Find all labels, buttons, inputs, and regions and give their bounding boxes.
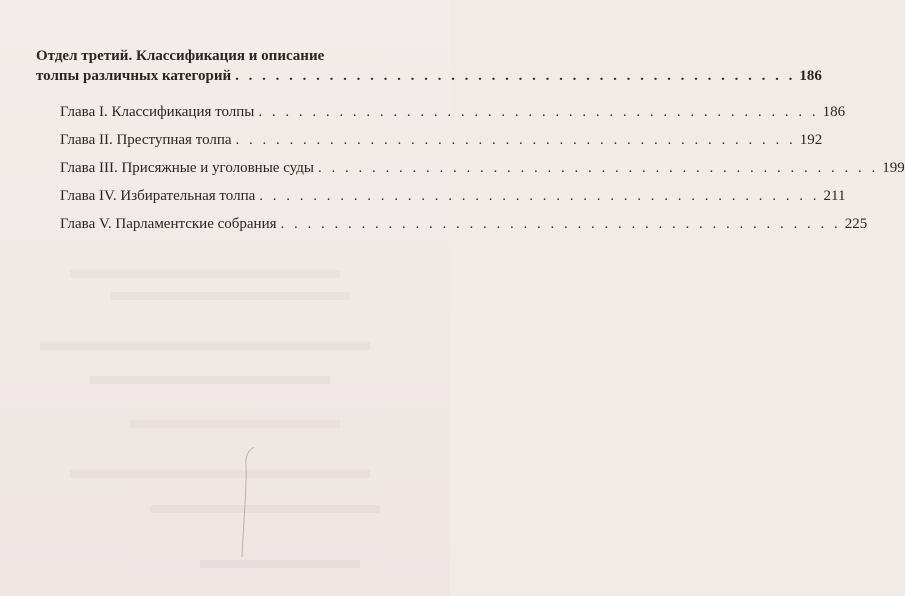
- chapter-title: Глава II. Преступная толпа: [60, 132, 232, 148]
- dot-leader: . . . . . . . . . . . . . . . . . . . . . . . . . . . . . . . . . . . . . . . . . .: [259, 188, 820, 204]
- show-through-mark: [150, 505, 380, 513]
- show-through-mark: [90, 376, 330, 384]
- toc-chapter-entry[interactable]: [60, 210, 868, 238]
- dot-leader: . . . . . . . . . . . . . . . . . . . . . . . . . . . . . . . . . . . . . . . . . .: [235, 132, 796, 148]
- part-title-line1: Отдел третий. Классификация и описание: [36, 48, 325, 64]
- toc-chapter-entry[interactable]: [60, 154, 905, 182]
- dot-leader: . . . . . . . . . . . . . . . . . . . . . . . . . . . . . . . . . . . . . . . . . .: [280, 216, 841, 232]
- chapter-page-number: 199: [882, 160, 905, 176]
- pencil-scribble: [236, 445, 260, 560]
- chapter-title: Глава IV. Избирательная толпа: [60, 188, 256, 204]
- part-page-number: 186: [799, 68, 822, 84]
- show-through-mark: [40, 342, 370, 350]
- dot-leader: . . . . . . . . . . . . . . . . . . . . . . . . . . . . . . . . . . . . . . . . . .: [317, 160, 879, 176]
- chapter-title: Глава III. Присяжные и уголовные суды: [60, 160, 314, 176]
- chapter-page-number: 225: [844, 216, 868, 232]
- show-through-mark: [70, 470, 370, 478]
- dot-leader: . . . . . . . . . . . . . . . . . . . . . . . . . . . . . . . . . . . . . . . . . .: [258, 104, 819, 120]
- show-through-mark: [110, 292, 350, 300]
- toc-part-entry[interactable]: [36, 46, 822, 86]
- chapter-page-number: 211: [823, 188, 846, 204]
- show-through-mark: [200, 560, 360, 568]
- table-of-contents: [36, 46, 905, 238]
- toc-chapter-entry[interactable]: [60, 126, 823, 154]
- chapter-page-number: 192: [799, 132, 823, 148]
- show-through-mark: [70, 270, 340, 278]
- chapter-page-number: 186: [822, 104, 846, 120]
- dot-leader: . . . . . . . . . . . . . . . . . . . . . . . . . . . . . . . . . . . . . . . . . .: [235, 68, 796, 84]
- part-title-line2: толпы различных категорий: [36, 68, 232, 84]
- part-title-row: [36, 66, 822, 86]
- show-through-mark: [130, 420, 340, 428]
- toc-chapter-entry[interactable]: [60, 98, 846, 126]
- toc-chapter-entry[interactable]: [60, 182, 846, 210]
- chapter-list: [60, 98, 905, 238]
- chapter-title: Глава V. Парламентские собрания: [60, 216, 277, 232]
- chapter-title: Глава I. Классификация толпы: [60, 104, 255, 120]
